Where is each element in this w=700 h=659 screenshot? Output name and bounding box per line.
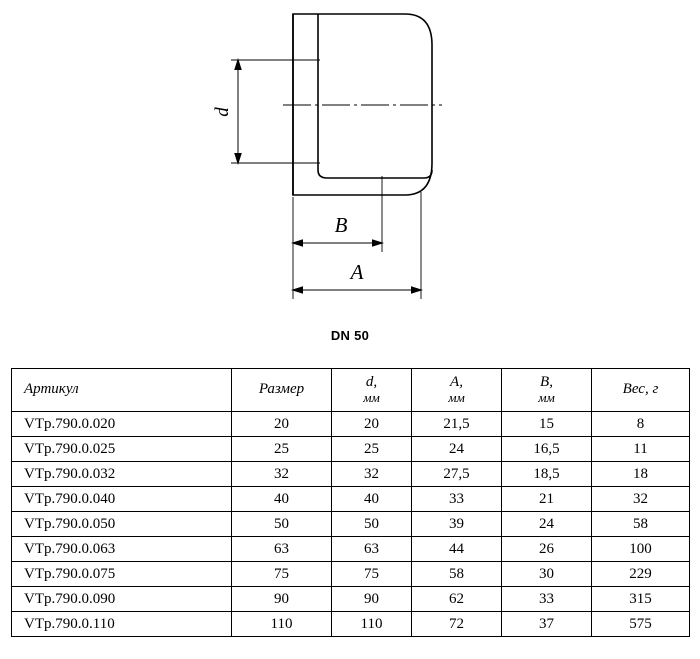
cell-b: 37 (502, 612, 592, 637)
cell-a: 58 (412, 562, 502, 587)
cell-d: 110 (332, 612, 412, 637)
cell-a: 62 (412, 587, 502, 612)
cell-size: 90 (232, 587, 332, 612)
cell-size: 50 (232, 512, 332, 537)
cell-article: VTp.790.0.050 (12, 512, 232, 537)
cell-d: 90 (332, 587, 412, 612)
cell-a: 44 (412, 537, 502, 562)
cell-size: 32 (232, 462, 332, 487)
header-size: Размер (232, 369, 332, 412)
table-row (12, 562, 690, 587)
cell-size: 110 (232, 612, 332, 637)
cell-size: 40 (232, 487, 332, 512)
header-weight: Вес, г (592, 369, 690, 412)
cell-d: 25 (332, 437, 412, 462)
cell-article: VTp.790.0.063 (12, 537, 232, 562)
cell-weight: 58 (592, 512, 690, 537)
cell-size: 20 (232, 412, 332, 437)
table-row (12, 512, 690, 537)
cell-d: 32 (332, 462, 412, 487)
cell-b: 24 (502, 512, 592, 537)
cell-d: 40 (332, 487, 412, 512)
table-row (12, 437, 690, 462)
cell-article: VTp.790.0.040 (12, 487, 232, 512)
cell-a: 24 (412, 437, 502, 462)
cell-article: VTp.790.0.090 (12, 587, 232, 612)
cell-weight: 11 (592, 437, 690, 462)
cell-weight: 315 (592, 587, 690, 612)
cell-a: 27,5 (412, 462, 502, 487)
header-d: d, мм (332, 369, 412, 412)
header-b: B, мм (502, 369, 592, 412)
table-row (12, 587, 690, 612)
cell-b: 15 (502, 412, 592, 437)
table-row (12, 487, 690, 512)
cell-weight: 8 (592, 412, 690, 437)
B-label: B (334, 213, 348, 237)
table-row (12, 537, 690, 562)
cell-weight: 100 (592, 537, 690, 562)
cell-a: 39 (412, 512, 502, 537)
cell-article: VTp.790.0.020 (12, 412, 232, 437)
table-row (12, 612, 690, 637)
A-label: A (350, 260, 364, 284)
cell-b: 26 (502, 537, 592, 562)
cell-weight: 575 (592, 612, 690, 637)
cell-d: 63 (332, 537, 412, 562)
table-row (12, 462, 690, 487)
cell-b: 33 (502, 587, 592, 612)
table-body (12, 412, 690, 637)
cell-size: 75 (232, 562, 332, 587)
drawing-caption: DN 50 (330, 328, 370, 343)
cell-size: 63 (232, 537, 332, 562)
cell-weight: 229 (592, 562, 690, 587)
cell-d: 75 (332, 562, 412, 587)
cell-b: 16,5 (502, 437, 592, 462)
specification-table (11, 368, 690, 637)
cell-article: VTp.790.0.110 (12, 612, 232, 637)
cell-article: VTp.790.0.032 (12, 462, 232, 487)
cell-a: 21,5 (412, 412, 502, 437)
cell-article: VTp.790.0.075 (12, 562, 232, 587)
cell-weight: 18 (592, 462, 690, 487)
cell-b: 30 (502, 562, 592, 587)
cell-b: 18,5 (502, 462, 592, 487)
d-label: d (212, 107, 233, 117)
table-row (12, 412, 690, 437)
cell-b: 21 (502, 487, 592, 512)
cell-weight: 32 (592, 487, 690, 512)
header-article: Артикул (12, 369, 232, 412)
cell-article: VTp.790.0.025 (12, 437, 232, 462)
cell-size: 25 (232, 437, 332, 462)
table-header-row (12, 369, 690, 412)
socket-inner-shoulder (318, 170, 424, 178)
cell-d: 50 (332, 512, 412, 537)
header-a: A, мм (412, 369, 502, 412)
cell-d: 20 (332, 412, 412, 437)
cell-a: 33 (412, 487, 502, 512)
cell-a: 72 (412, 612, 502, 637)
